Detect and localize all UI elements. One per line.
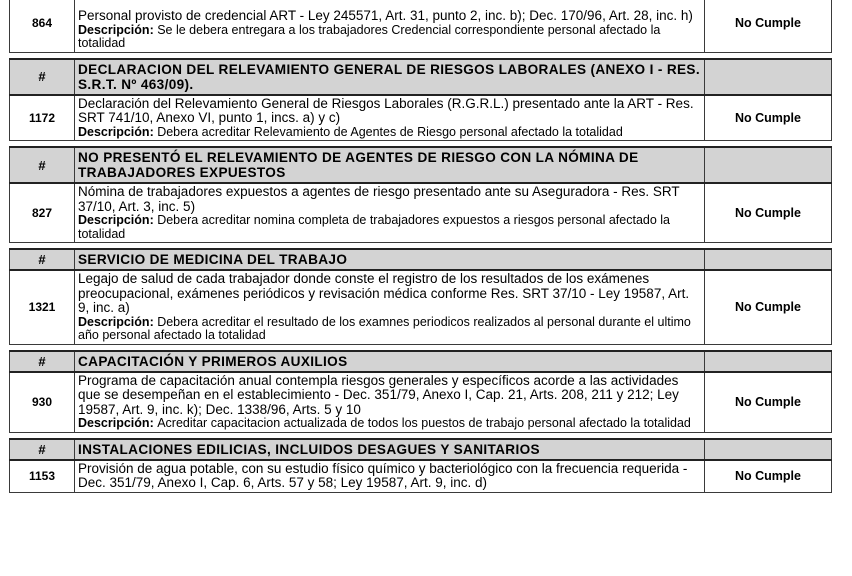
requirement-text: Personal provisto de credencial ART - Ley 245571, Art. 31, punto 2, inc. b); Dec. 170/96, Art. 28, inc. h): [78, 8, 693, 23]
compliance-status: No Cumple: [705, 372, 832, 433]
requirements-table: [9, 248, 832, 345]
requirement-id: 930: [10, 372, 75, 433]
requirement-body: [75, 95, 705, 141]
requirement-row: [10, 270, 832, 344]
status-header-cell: [705, 439, 832, 460]
compliance-status: No Cumple: [705, 460, 832, 493]
status-header-cell: [705, 147, 832, 183]
requirement-text: Nómina de trabajadores expuestos a agentes de riesgo presentado ante su Aseguradora - Res. SRT 37/10, Art. 3, inc. 5): [78, 184, 680, 214]
section-header-row: [10, 147, 832, 183]
requirement-text: Declaración del Relevamiento General de Riesgos Laborales (R.G.R.L.) presentado ante la ART - Res. SRT 741/10, Anexo VI, punto 1, incs. a) y c): [78, 95, 694, 125]
description-separator: :: [149, 124, 158, 139]
requirement-description: [78, 214, 701, 241]
column-hash-header: #: [10, 59, 75, 95]
requirement-body: [75, 183, 705, 243]
section-title: NO PRESENTÓ EL RELEVAMIENTO DE AGENTES DE RIESGO CON LA NÓMINA DE TRABAJADORES EXPUESTOS: [75, 147, 705, 183]
status-header-cell: [705, 249, 832, 270]
section-title: CAPACITACIÓN Y PRIMEROS AUXILIOS: [75, 351, 705, 372]
requirements-table: [9, 0, 832, 53]
description-text: Debera acreditar nomina completa de trabajadores expuestos a riesgos personal afectado la totalidad: [78, 213, 671, 241]
description-text: Se le debera entregara a los trabajadores Credencial correspondiente personal afectado la totalidad: [78, 22, 661, 50]
requirement-section: [9, 350, 832, 433]
description-text: Debera acreditar Relevamiento de Agentes de Riesgo personal afectado la totalidad: [157, 124, 623, 139]
column-hash-header: #: [10, 439, 75, 460]
column-hash-header: #: [10, 147, 75, 183]
description-separator: :: [149, 416, 158, 430]
description-separator: :: [149, 213, 158, 227]
requirement-description: [78, 126, 701, 140]
requirement-section: [9, 58, 832, 142]
requirement-id: 1172: [10, 95, 75, 141]
requirement-id: 827: [10, 183, 75, 243]
requirement-description: [78, 316, 701, 343]
compliance-status: No Cumple: [705, 270, 832, 344]
requirement-text: Legajo de salud de cada trabajador donde conste el registro de los resultados de los exámenes preocupacional, exámenes periódicos y revisación médica conforme Res. SRT 37/10 - Ley 19587, Art. 9, inc. a): [78, 271, 690, 315]
requirement-section: [9, 248, 832, 345]
compliance-status: No Cumple: [705, 183, 832, 243]
description-label: Descripción: [78, 314, 150, 329]
requirement-row: [10, 372, 832, 433]
requirement-body: [75, 0, 705, 52]
column-hash-header: #: [10, 351, 75, 372]
requirement-section: [9, 438, 832, 493]
section-title: SERVICIO DE MEDICINA DEL TRABAJO: [75, 249, 705, 270]
description-text: Acreditar capacitacion actualizada de todos los puestos de trabajo personal afectado la totalidad: [157, 416, 691, 430]
requirements-table: [9, 350, 832, 433]
status-header-cell: [705, 59, 832, 95]
requirement-row: [10, 460, 832, 493]
compliance-status: No Cumple: [705, 95, 832, 141]
requirement-id: 1321: [10, 270, 75, 344]
requirement-row: [10, 0, 832, 52]
description-text: Debera acreditar el resultado de los examnes periodicos realizados al personal durante el ultimo año personal afectado la totalidad: [78, 314, 691, 342]
inspection-report: [9, 0, 832, 498]
requirement-description: [78, 24, 701, 51]
requirement-description: [78, 417, 701, 431]
requirement-section: [9, 146, 832, 243]
requirement-row: [10, 183, 832, 243]
column-hash-header: #: [10, 249, 75, 270]
section-header-row: [10, 59, 832, 95]
section-header-row: [10, 249, 832, 270]
status-header-cell: [705, 351, 832, 372]
description-label: Descripción: [78, 416, 150, 430]
description-label: Descripción: [78, 213, 150, 227]
requirement-text: Programa de capacitación anual contempla riesgos generales y específicos acorde a las actividades que se desempeñan en el establecimiento - Dec. 351/79, Anexo I, Cap. 21, Arts. 208, 211 y 212; Ley 19587, Art. 9, inc. k); Dec. 1338/96, Arts. 5 y 10: [78, 372, 679, 417]
section-header-row: [10, 351, 832, 372]
requirement-body: [75, 270, 705, 344]
description-label: Descripción: [78, 22, 150, 37]
requirements-table: [9, 146, 832, 243]
requirement-id: 1153: [10, 460, 75, 493]
requirement-text: Provisión de agua potable, con su estudio físico químico y bacteriológico con la frecuencia requerida - Dec. 351/79, Anexo I, Cap. 6, Arts. 57 y 58; Ley 19587, Art. 9, inc. d): [78, 460, 688, 490]
section-title: INSTALACIONES EDILICIAS, INCLUIDOS DESAGUES Y SANITARIOS: [75, 439, 705, 460]
requirement-body: [75, 460, 705, 493]
requirement-id: 864: [10, 0, 75, 52]
section-header-row: [10, 439, 832, 460]
requirements-table: [9, 438, 832, 493]
description-separator: :: [149, 314, 158, 329]
requirement-section: [9, 0, 832, 53]
requirements-table: [9, 58, 832, 142]
compliance-status: No Cumple: [705, 0, 832, 52]
requirement-row: [10, 95, 832, 141]
description-label: Descripción: [78, 124, 150, 139]
requirement-body: [75, 372, 705, 433]
section-title: DECLARACION DEL RELEVAMIENTO GENERAL DE RIESGOS LABORALES (ANEXO I - RES. S.R.T. Nº 463/09).: [75, 59, 705, 95]
description-separator: :: [149, 22, 158, 37]
